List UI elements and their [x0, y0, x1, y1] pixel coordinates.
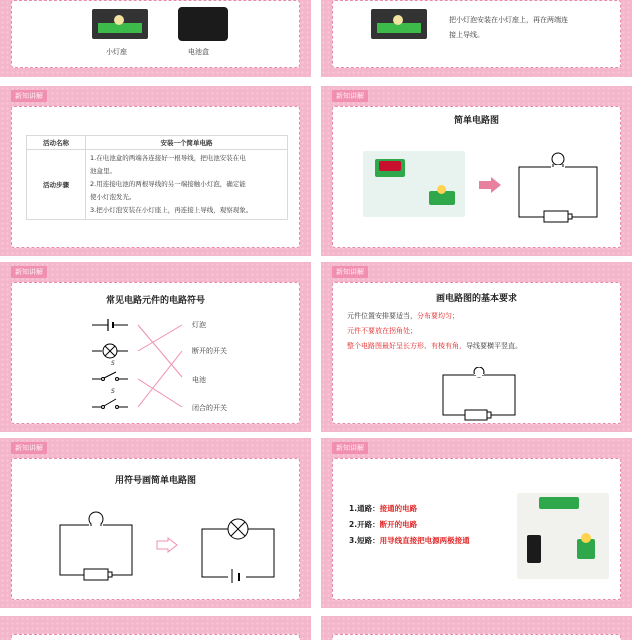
section-tag: 新知讲解	[11, 266, 47, 278]
picture-circuit-diagram	[56, 511, 136, 581]
requirement-line-1: 元件位置安排要适当，分布要均匀；	[347, 312, 459, 320]
slide-5[interactable]	[0, 262, 311, 432]
slide-7-card	[11, 458, 300, 600]
section-tag: 新知讲解	[11, 442, 47, 454]
label-open-switch: 断开的开关	[192, 347, 227, 355]
battery-box-label: 电池盒	[188, 48, 209, 56]
slide-title: 画电路图的基本要求	[435, 294, 517, 304]
requirement-line-2: 元件不要放在拐角处；	[347, 327, 417, 335]
battery-symbol	[544, 211, 568, 222]
slide-4-card	[332, 106, 621, 248]
row-label: 活动步骤	[27, 150, 86, 220]
slide-6-card	[332, 282, 621, 424]
step-line: 3.把小灯泡安装在小灯座上，再连接上导线，观察现象。	[90, 206, 253, 214]
step-line: 2.用连接电池的两根导线的另一端接触小灯泡，确定能	[90, 180, 246, 188]
step-line: 1.在电池盒的两端各连接好一根导线，把电池安装在电	[90, 154, 246, 162]
slide-3[interactable]	[0, 86, 311, 256]
lamp-holder-photo	[92, 9, 148, 39]
slide-2[interactable]	[321, 0, 632, 77]
slide-4[interactable]	[321, 86, 632, 256]
col2-header: 安装一个简单电路	[86, 136, 288, 150]
open-switch-symbol	[92, 372, 128, 381]
rectangular-circuit-diagram	[439, 367, 519, 421]
switch-letter-closed: S	[111, 388, 115, 395]
pink-arrow	[479, 177, 501, 193]
slide-6[interactable]	[321, 262, 632, 432]
symbol-circuit-diagram	[198, 513, 278, 583]
slide-3-card	[11, 106, 300, 248]
label-battery: 电池	[192, 376, 206, 384]
slide-2-card	[332, 0, 621, 68]
bulb-symbol	[92, 344, 128, 358]
outline-arrow	[156, 537, 178, 553]
activity-table	[26, 135, 288, 220]
slide-10-card	[332, 634, 621, 640]
section-tag: 新知讲解	[11, 90, 47, 102]
slide-title: 用符号画简单电路图	[114, 476, 196, 486]
slide-5-card	[11, 282, 300, 424]
section-tag: 新知讲解	[332, 90, 368, 102]
circuit-photo	[363, 151, 465, 217]
section-tag: 新知讲解	[332, 266, 368, 278]
bulb-symbol	[552, 153, 564, 165]
slide-7[interactable]	[0, 438, 311, 608]
lamp-holder-photo	[371, 9, 427, 39]
battery-box-photo	[178, 7, 228, 41]
circuit-types-photo	[517, 493, 609, 579]
simple-circuit-diagram	[515, 151, 601, 223]
closed-switch-symbol	[92, 399, 128, 409]
step-line: 池盒里。	[90, 167, 116, 175]
slide-1-card	[11, 0, 300, 68]
instruction-line-2: 接上导线。	[449, 31, 484, 39]
steps-cell	[86, 150, 288, 220]
circuit-type-item: 3.短路：用导线直接把电源两极接通	[349, 536, 470, 545]
slide-9-card	[11, 634, 300, 640]
circuit-type-item: 2.开路：断开的电路	[349, 520, 418, 529]
step-line: 使小灯泡发光。	[90, 193, 136, 201]
slide-9-partial[interactable]	[0, 616, 311, 640]
slide-8-card	[332, 458, 621, 600]
lamp-holder-label: 小灯座	[106, 48, 127, 56]
circuit-type-list	[349, 501, 470, 549]
section-tag: 新知讲解	[332, 442, 368, 454]
slide-title: 简单电路图	[453, 116, 499, 126]
col1-header: 活动名称	[27, 136, 86, 150]
label-closed-switch: 闭合的开关	[192, 404, 227, 412]
slide-1[interactable]	[0, 0, 311, 77]
instruction-line-1: 把小灯泡安装在小灯座上，再在两端连	[449, 16, 568, 24]
label-bulb: 灯泡	[192, 321, 206, 329]
slide-title: 常见电路元件的电路符号	[105, 296, 205, 306]
circuit-type-item: 1.通路：接通的电路	[349, 504, 418, 513]
slide-8[interactable]	[321, 438, 632, 608]
slide-10-partial[interactable]	[321, 616, 632, 640]
switch-letter-open: S	[111, 360, 115, 367]
requirement-line-3: 整个电路图最好呈长方形、有棱有角，导线要横平竖直。	[347, 342, 522, 350]
battery-symbol	[92, 319, 128, 331]
